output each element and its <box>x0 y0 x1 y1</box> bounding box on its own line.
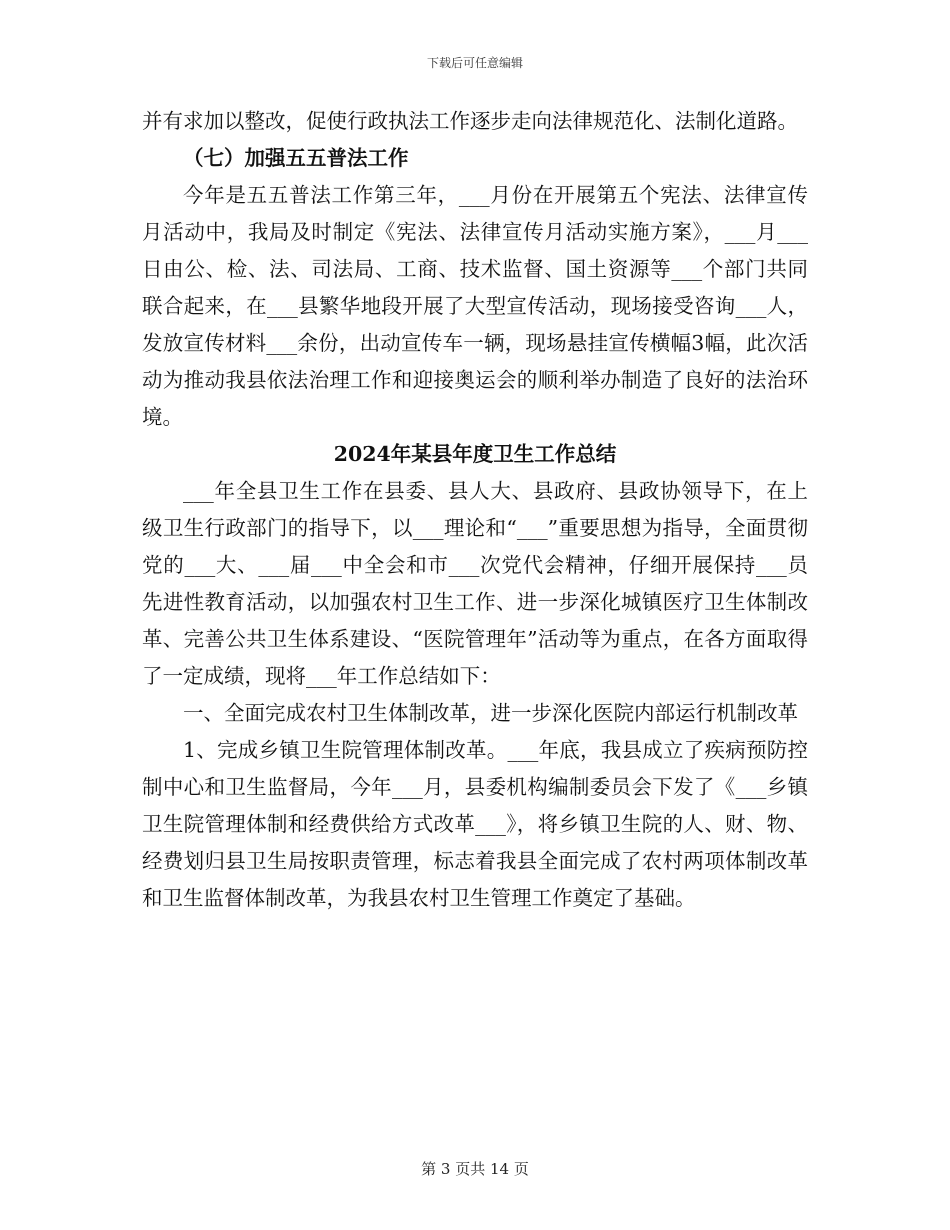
paragraph: 今年是五五普法工作第三年，___月份在开展第五个宪法、法律宣传月活动中，我局及时制定《宪法、法律宣传月活动实施方案》，___月___日由公、检、法、司法局、工商、技术监督、国土资源等___个部门共同联合起来，在___县繁华地段开展了大型宣传活动，现场接受咨询___人，发放宣传材料___余份，出动宣传车一辆，现场悬挂宣传横幅3幅，此次活动为推动我县依法治理工作和迎接奥运会的顺利举办制造了良好的法治环境。 <box>142 183 808 429</box>
page-header: 下载后可任意编辑 <box>426 56 523 70</box>
document-title: 2024年某县年度卫生工作总结 <box>333 442 617 466</box>
paragraph: ___年全县卫生工作在县委、县人大、县政府、县政协领导下，在上级卫生行政部门的指导下，以___理论和“___”重要思想为指导，全面贯彻党的___大、___届___中全会和市___次党代会精神，仔细开展保持___员先进性教育活动，以加强农村卫生工作、进一步深化城镇医疗卫生体制改革、完善公共卫生体系建设、“医院管理年”活动等为重点，在各方面取得了一定成绩，现将___年工作总结如下： <box>142 479 808 688</box>
section-heading: （七）加强五五普法工作 <box>183 146 409 170</box>
document-body <box>142 103 808 917</box>
paragraph-continued: 并有求加以整改，促使行政执法工作逐步走向法律规范化、法制化道路。 <box>142 109 798 133</box>
page-footer: 第 3 页共 14 页 <box>421 1160 529 1178</box>
section-heading-1: 一、全面完成农村卫生体制改革，进一步深化医院内部运行机制改革 <box>183 701 798 725</box>
paragraph: 1、完成乡镇卫生院管理体制改革。___年底，我县成立了疾病预防控制中心和卫生监督局，今年___月，县委机构编制委员会下发了《___乡镇卫生院管理体制和经费供给方式改革___》，将乡镇卫生院的人、财、物、经费划归县卫生局按职责管理，标志着我县全面完成了农村两项体制改革和卫生监督体制改革，为我县农村卫生管理工作奠定了基础。 <box>142 738 808 910</box>
